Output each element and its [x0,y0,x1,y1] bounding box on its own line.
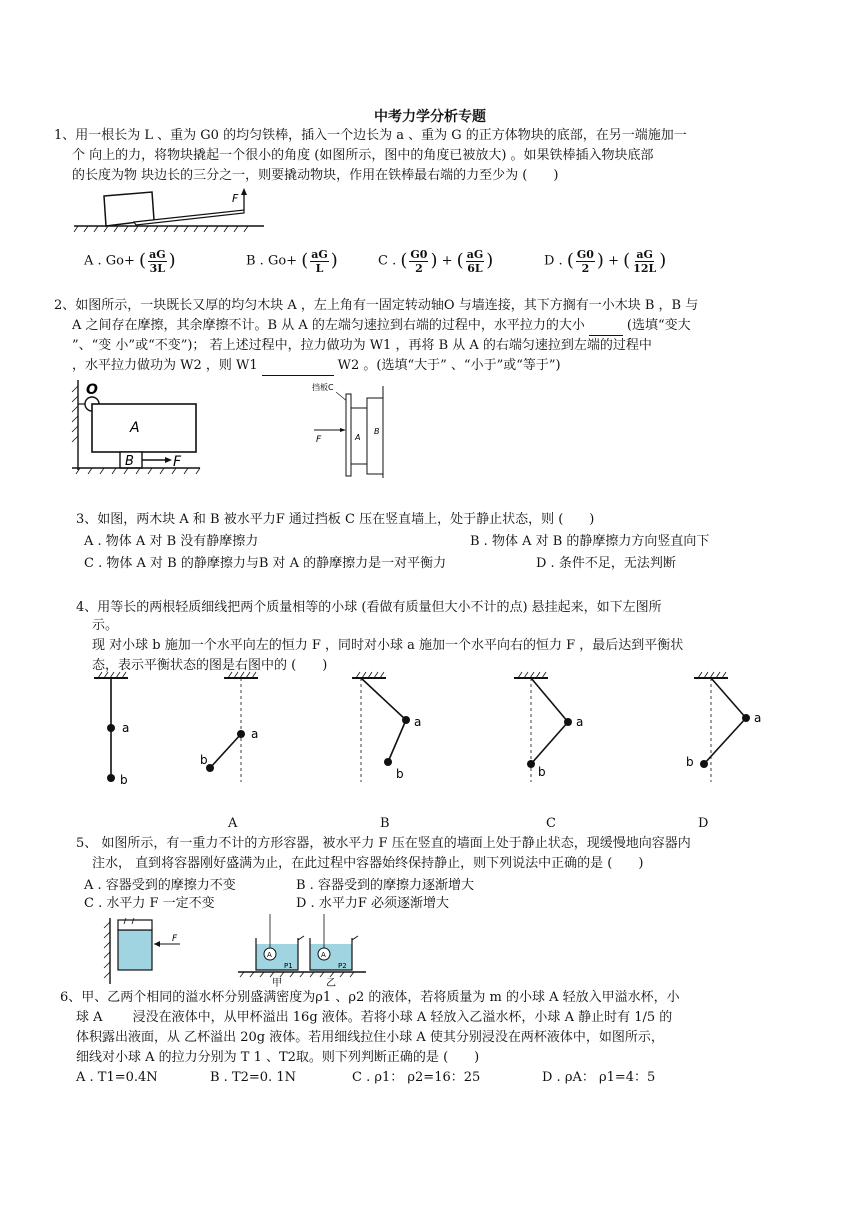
q1-opt-c-den2: 6L [467,261,483,275]
q2-fig2-a-label: A [355,433,361,442]
q2-fig-b-label: B [125,454,134,469]
q4-label-b: B [380,816,390,831]
q6-line2: 球 A 浸没在液体中，从甲杯溢出 16g 液体。若将小球 A 轻放入乙溢水杯，小球 A 静止时有 1/5 的 [76,1010,673,1025]
q6-option-d: D . ρA： ρ1=4：5 [542,1070,656,1085]
q1-figure [74,188,264,234]
q1-option-d: D . ( $\frac{G0}{2}$ ) + ( $\frac{aG}{12L}$ ) [544,247,667,275]
q1-opt-c-den1: 2 [415,261,423,275]
q1-option-b: B . Go+ ( $\frac{aG}{L}$ ) [246,247,338,275]
q5-figure-container [96,914,192,986]
q4-figure-a [196,672,276,788]
q2-fig-a-label: A [130,420,140,436]
q4-line1: 4、用等长的两根轻质细线把两个质量相等的小球 (看做有质量但大小不计的点) 悬挂起来，如下左图所 [76,600,662,615]
q2-fig2-board-label: 挡板C [312,383,334,392]
q1-opt-d-plus: + [608,253,619,269]
q1-opt-d-prefix: D . [544,253,563,269]
q1-line2: 个 向上的力，将物块撬起一个很小的角度 (如图所示，图中的角度已被放大) 。如果铁棒插入物块底部 [72,148,654,163]
q6-option-a: A . T1=0.4N [76,1070,158,1085]
q5-option-c: C . 水平力 F 一定不变 [84,896,215,911]
q4-figb-b-label: b [396,767,404,781]
q5-fig-p1-label: P1 [284,962,293,970]
q1-opt-a-num: aG [149,247,166,261]
q4-line2: 示。 [92,618,119,633]
q1-option-c: C . ( $\frac{G0}{2}$ ) + ( $\frac{aG}{6L}$ ) [378,247,494,275]
q4-label-d: D [698,816,709,831]
q4-label-c: C [546,816,556,831]
q2-line1: 2、如图所示，一块既长又厚的均匀木块 A ，左上角有一固定转动轴O 与墙连接，其下方搁有一小木块 B ，B 与 [54,298,699,313]
q1-opt-c-plus: + [441,253,453,269]
q4-figa-a-label: a [251,727,259,741]
q2-fig-f-label: F [173,454,182,470]
q2-line4-text: ，水平拉力做功为 W2 ，则 W1 [72,358,258,373]
q1-opt-d-num2: aG [636,247,653,261]
q1-line3: 的长度为物 块边长的三分之一，则要撬动物块，作用在铁棒最右端的力至少为 ( ) [72,168,559,183]
q4-fig0-a-label: a [122,721,130,735]
q4-figure-c [510,672,590,788]
q6-line3: 体积露出液面，从 乙杯溢出 20g 液体。若用细线拉住小球 A 使其分别浸没在两杯液体中，如图所示， [76,1030,664,1045]
q5-fig-f-label: F [172,934,178,944]
q6-line1: 6、甲、乙两个相同的溢水杯分别盛满密度为ρ1 、ρ2 的液体，若将质量为 m 的小球 A 轻放入甲溢水杯，小 [60,990,680,1005]
q1-opt-a-prefix: A . Go+ [84,253,135,269]
q4-figure-d [682,672,762,788]
q4-figa-b-label: b [200,753,208,767]
q1-opt-d-den2: 12L [633,261,657,275]
q5-fig-jia-label: 甲 [272,978,282,989]
q5-option-a: A . 容器受到的摩擦力不变 [84,878,236,893]
q4-figure-original [90,672,150,788]
q1-option-a: A . Go+ ( $\frac{aG}{3L}$ ) [84,247,176,275]
q4-label-a: A [228,816,238,831]
q5-figure-cups [238,914,368,989]
q1-opt-b-prefix: B . Go+ [246,253,298,269]
q1-opt-c-num2: aG [466,247,484,261]
q1-opt-b-num: aG [311,247,328,261]
q2-fig2-f-label: F [316,435,322,445]
q5-option-b: B . 容器受到的摩擦力逐渐增大 [296,878,474,893]
q6-line4: 细线对小球 A 的拉力分别为 T 1 、T2取。则下列判断正确的是 ( ) [76,1050,480,1065]
q2-line2-text: A 之间存在摩擦，其余摩擦不计。B 从 A 的左端匀速拉到右端的过程中，水平拉力的大小 [72,318,585,333]
svg-text:A: A [321,951,326,959]
q1-opt-c-prefix: C . [378,253,397,269]
q1-line1: 1、用一根长为 L 、重为 G0 的均匀铁棒，插入一个边长为 a 、重为 G 的正方体物块的底部，在另一端施加一 [54,128,687,143]
q6-option-b: B . T2=0. 1N [210,1070,296,1085]
q2-line3: ”、“变 小”或“不变”)； 若上述过程中，拉力做功为 W1 ，再将 B 从 A 的右端匀速拉到左端的过程中 [72,338,652,353]
q3-line1: 3、如图，两木块 A 和 B 被水平力F 通过挡板 C 压在竖直墙上，处于静止状态，则 ( ) [76,512,595,527]
q4-line4: 态，表示平衡状态的图是右图中的 ( ) [92,658,328,673]
q1-opt-d-den1: 2 [581,261,590,275]
q4-figure-b [348,672,428,788]
q2-blank-2[interactable] [262,361,334,376]
q5-option-d: D . 水平力F 必须逐渐增大 [296,896,449,911]
svg-text:A: A [267,951,272,959]
q2-line4-tail: W2 。(选填“大于” 、“小于”或“等于”) [337,358,561,373]
q4-fig0-b-label: b [120,773,128,787]
q2-line4 [72,356,561,376]
q2-figure-right [310,378,400,482]
q5-fig-yi-label: 乙 [326,978,336,989]
q1-opt-a-den: 3L [149,261,166,275]
q1-fig-f-label: F [232,192,239,205]
q3-option-c: C . 物体 A 对 B 的静摩擦力与B 对 A 的静摩擦力是一对平衡力 [84,556,447,571]
q2-fig2-b-label: B [374,427,380,436]
q4-figb-a-label: a [414,715,422,729]
q2-line2 [72,316,691,336]
q4-figc-a-label: a [576,715,584,729]
q3-option-a: A . 物体 A 对 B 没有静摩擦力 [84,534,259,549]
q4-figc-b-label: b [538,765,546,779]
q2-fig-o-label: O [86,382,98,398]
q4-figd-b-label: b [686,755,694,769]
q4-line3: 现 对小球 b 施加一个水平向左的恒力 F ，同时对小球 a 施加一个水平向右的恒力 F ，最后达到平衡状 [92,638,684,653]
q6-option-c: C . ρ1： ρ2=16：25 [352,1070,481,1085]
q2-figure-left [72,380,202,476]
q3-option-b: B . 物体 A 对 B 的静摩擦力方向竖直向下 [470,534,710,549]
q5-line2: 注水， 直到将容器刚好盛满为止，在此过程中容器始终保持静止，则下列说法中正确的是 ( ) [92,856,644,871]
q1-opt-b-den: L [315,261,324,275]
page-title: 中考力学分析专题 [374,109,486,125]
q1-opt-d-num1: G0 [576,247,594,261]
q2-line2-tail: (选填“变大 [626,318,691,333]
q1-opt-c-num1: G0 [410,247,428,261]
q4-figd-a-label: a [754,711,762,725]
q2-blank-1[interactable] [589,321,623,336]
q5-fig-p2-label: P2 [338,962,347,970]
q3-option-d: D . 条件不足，无法判断 [536,556,676,571]
q5-line1: 5、 如图所示，有一重力不计的方形容器，被水平力 F 压在竖直的墙面上处于静止状态，现缓慢地向容器内 [76,836,691,851]
